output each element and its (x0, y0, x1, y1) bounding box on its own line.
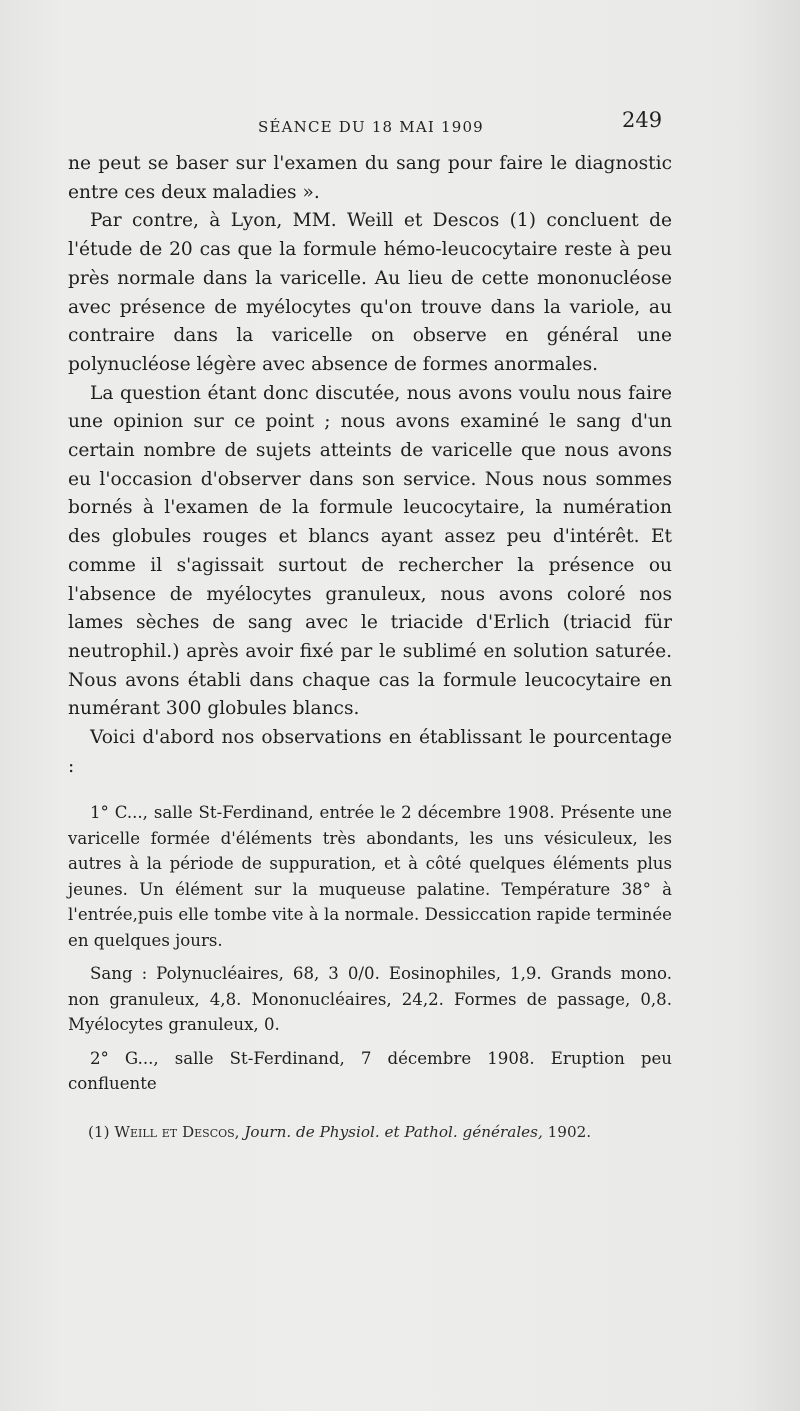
footnote-year: 1902. (547, 1123, 592, 1141)
main-text (68, 150, 672, 781)
footnote-marker: (1) (88, 1123, 110, 1141)
paragraph-intro-observations: Voici d'abord nos observations en établissant le pourcentage : (68, 727, 672, 777)
observation-1: 1° C..., salle St-Ferdinand, entrée le 2 décembre 1908. Présente une varicelle formée d'éléments très abondants, les uns vésiculeux, les autres à la période de suppuration, et à côté quelques éléments plus jeunes. Un élément sur la muqueuse palatine. Température 38° à l'entrée,puis elle tombe vite à la normale. Dessiccation rapide terminée en quelques jours. (68, 803, 672, 950)
page-number: 249 (622, 108, 663, 132)
footnote-journal: Journ. de Physiol. et Pathol. générales, (244, 1123, 543, 1141)
paragraph-lyon-study: Par contre, à Lyon, MM. Weill et Descos (1) concluent de l'étude de 20 cas que la formule hémo-leucocytaire reste à peu près normale dans la varicelle. Au lieu de cette mononucléose avec présence de myélocytes qu'on trouve dans la variole, au contraire dans la varicelle on observe en général une polynucléose légère avec absence de formes anormales. (68, 210, 672, 375)
observations (68, 800, 672, 1097)
running-head: SÉANCE DU 18 MAI 1909 (258, 118, 484, 136)
observation-1-blood: Sang : Polynucléaires, 68, 3 0/0. Eosinophiles, 1,9. Grands mono. non granuleux, 4,8. Mononucléaires, 24,2. Formes de passage, 0,8. Myélocytes granuleux, 0. (68, 964, 672, 1034)
observation-2: 2° G..., salle St-Ferdinand, 7 décembre 1908. Eruption peu confluente (68, 1048, 672, 1093)
footnote-authors: Weill et Descos, (114, 1123, 240, 1141)
paragraph-continuation: ne peut se baser sur l'examen du sang pour faire le diagnostic entre ces deux maladies ». (68, 153, 672, 203)
page-header (0, 108, 800, 146)
footnote (88, 1122, 688, 1142)
paragraph-method: La question étant donc discutée, nous avons voulu nous faire une opinion sur ce point ; nous avons examiné le sang d'un certain nombre de sujets atteints de varicelle que nous avons eu l'occasion d'observer dans son service. Nous nous sommes bornés à l'examen de la formule leucocytaire, la numération des globules rouges et blancs ayant assez peu d'intérêt. Et comme il s'agissait surtout de rechercher la présence ou l'absence de myélocytes granuleux, nous avons coloré nos lames sèches de sang avec le triacide d'Erlich (triacid für neutrophil.) après avoir fixé par le sublimé en solution saturée. Nous avons établi dans chaque cas la formule leucocytaire en numérant 300 globules blancs. (68, 382, 672, 720)
